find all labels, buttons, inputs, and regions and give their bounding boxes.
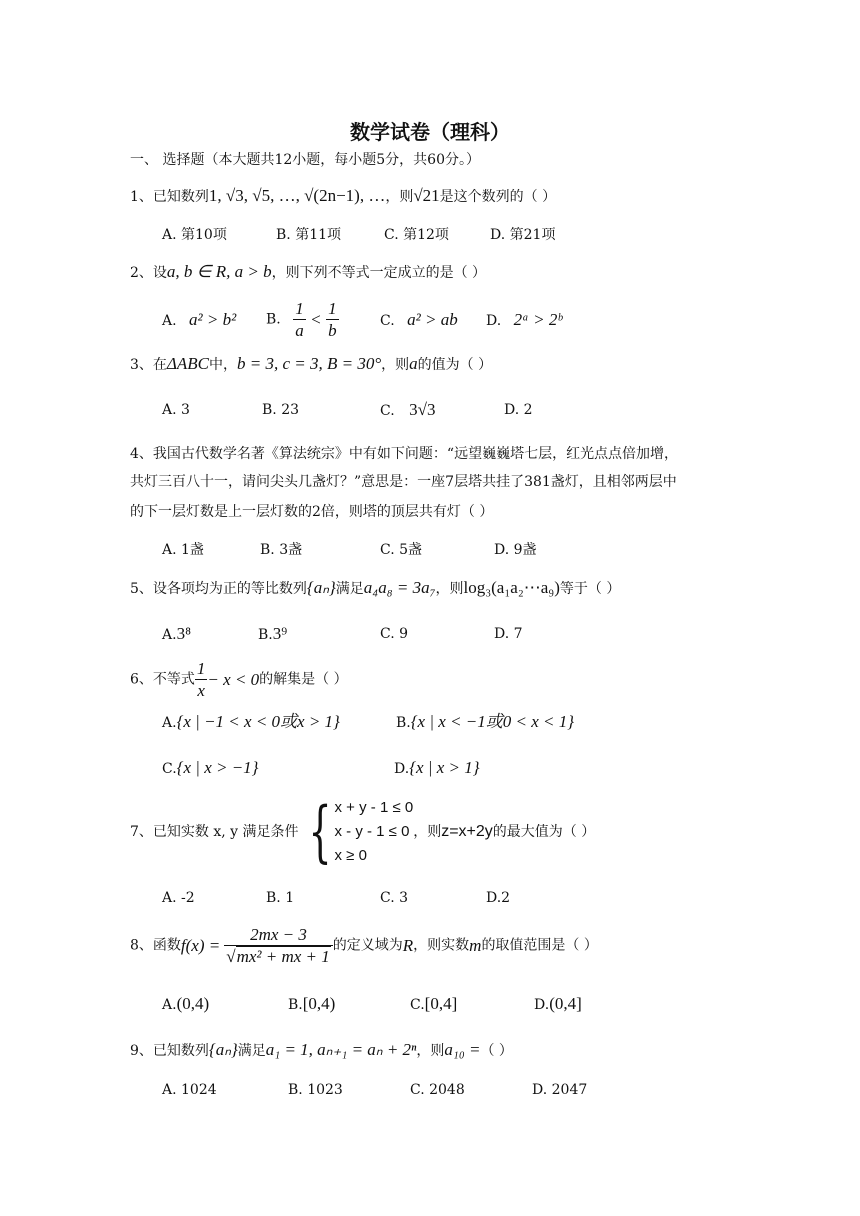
q5-option-d: D. 7 — [494, 626, 523, 642]
q2-condition: a, b ∈ R, a > b — [166, 262, 272, 281]
q7-constraint-rows — [335, 796, 414, 868]
q1-suffix: 是这个数列的（ ） — [439, 189, 557, 205]
question-7 — [130, 793, 596, 870]
q8-option-b-label: B. — [288, 997, 303, 1013]
q9-mid2: ，则 — [416, 1043, 445, 1059]
q3-option-a: A. 3 — [162, 402, 190, 418]
q2-option-a — [162, 310, 236, 331]
q2-option-a-value: a² > b² — [189, 310, 237, 329]
q7-mid: ，则 — [413, 824, 442, 840]
q3-option-c-value: 3√3 — [409, 400, 436, 419]
q8-mid: 的定义域为 — [332, 937, 403, 954]
q9-mid: 满足 — [237, 1043, 266, 1059]
fraction-numerator: 2mx − 3 — [224, 926, 333, 946]
q2-option-d-label: D. — [486, 313, 502, 329]
q2-option-c — [380, 310, 458, 331]
q8-option-d-label: D. — [534, 997, 550, 1013]
fraction-numerator: 1 — [196, 659, 206, 678]
q8-option-c — [410, 994, 457, 1015]
q5-sequence: {aₙ} — [306, 578, 336, 597]
q3-option-c — [380, 400, 435, 421]
fraction-numerator: 1 — [295, 299, 304, 318]
q9-option-a: A. 1024 — [162, 1082, 217, 1098]
q7-option-d: D.2 — [486, 890, 511, 906]
q4-option-a: A. 1盏 — [162, 542, 204, 558]
q9-condition: a₁ = 1, aₙ₊₁ = aₙ + 2ⁿ — [265, 1040, 417, 1059]
question-2 — [130, 262, 486, 283]
q3-triangle: ΔABC — [166, 354, 210, 373]
q7-constraint-1: x + y - 1 ≤ 0 — [334, 799, 414, 816]
q8-option-d-value: (0,4] — [549, 994, 582, 1013]
q6-option-d — [394, 758, 480, 779]
q2-option-b — [266, 300, 339, 339]
q6-option-b-label: B. — [396, 715, 411, 731]
q3-option-c-label: C. — [380, 403, 395, 419]
q8-option-b — [288, 994, 335, 1015]
q1-prefix: 1、已知数列 — [130, 189, 209, 205]
q1-option-d: D. 第21项 — [490, 227, 556, 243]
question-4-line-1: 4、我国古代数学名著《算法统宗》中有如下问题：“远望巍巍塔七层，红光点点倍加增， — [130, 446, 679, 462]
q7-suffix: 的最大值为（ ） — [492, 824, 596, 840]
q1-option-a: A. 第10项 — [162, 227, 227, 243]
q1-option-b: B. 第11项 — [276, 227, 342, 243]
q6-option-d-label: D. — [394, 761, 410, 777]
q8-function: f(x) = — [180, 936, 221, 955]
q6-rest: − x < 0 — [207, 670, 260, 689]
fraction-denominator: a — [295, 321, 304, 340]
q2-option-d-value: 2ᵃ > 2ᵇ — [513, 310, 562, 329]
q2-option-a-label: A. — [162, 313, 177, 329]
q6-option-a-label: A. — [162, 715, 177, 731]
q7-option-a: A. -2 — [162, 890, 195, 906]
sqrt-icon: √ — [226, 947, 236, 966]
q9-sequence: {aₙ} — [208, 1040, 238, 1059]
q5-mid2: ，则 — [435, 581, 464, 597]
q2-option-b-operator: < — [310, 310, 322, 329]
q7-constraint-2: x - y - 1 ≤ 0 — [334, 823, 410, 840]
q7-constraint-system — [299, 793, 414, 870]
q5-option-a-value: 3⁸ — [176, 624, 191, 643]
q8-option-a-label: A. — [162, 997, 177, 1013]
left-brace-icon: { — [307, 793, 332, 870]
q8-option-c-label: C. — [410, 997, 425, 1013]
q9-option-c: C. 2048 — [410, 1082, 465, 1098]
question-1 — [130, 186, 556, 207]
q5-option-c: C. 9 — [380, 626, 409, 642]
q5-option-b-value: 3⁹ — [272, 624, 288, 643]
q9-option-b: B. 1023 — [288, 1082, 343, 1098]
q3-option-b: B. 23 — [262, 402, 300, 418]
q8-variable: m — [469, 936, 482, 955]
q3-variable: a — [409, 354, 418, 373]
q6-suffix: 的解集是（ ） — [259, 671, 348, 688]
question-8 — [130, 926, 598, 965]
q5-expression: log₃(a₁a₂⋯a₉) — [463, 578, 560, 597]
question-6 — [130, 660, 348, 699]
q9-suffix: （ ） — [480, 1043, 513, 1059]
question-4-line-2: 共灯三百八十一，请问尖头几盏灯？”意思是：一座7层塔共挂了381盏灯，且相邻两层中 — [130, 474, 677, 490]
q6-option-c-label: C. — [162, 761, 177, 777]
q2-option-c-value: a² > ab — [407, 310, 458, 329]
q6-option-c — [162, 758, 258, 779]
q7-expression: z=x+2y — [441, 823, 493, 840]
q8-denominator-radicand: mx² + mx + 1 — [236, 947, 330, 966]
q6-prefix: 6、不等式 — [130, 671, 195, 688]
q6-option-b — [396, 712, 574, 733]
q9-option-d: D. 2047 — [532, 1082, 588, 1098]
section-heading: 一、 选择题（本大题共12小题，每小题5分，共60分。） — [130, 152, 480, 168]
q3-mid2: ，则 — [381, 357, 410, 373]
q1-option-c: C. 第12项 — [384, 227, 449, 243]
q6-option-a-value: {x | −1 < x < 0或x > 1} — [176, 712, 340, 731]
q9-target: a₁₀ = — [444, 1040, 481, 1059]
q5-option-b — [258, 624, 287, 645]
question-3 — [130, 354, 492, 375]
q3-condition: b = 3, c = 3, B = 30° — [237, 354, 382, 373]
q8-option-d — [534, 994, 582, 1015]
q3-suffix: 的值为（ ） — [417, 357, 493, 373]
q8-prefix: 8、函数 — [130, 937, 181, 954]
q5-suffix: 等于（ ） — [559, 581, 621, 597]
q5-condition: a₄a₈ = 3a₇ — [363, 578, 436, 597]
q2-prefix: 2、设 — [130, 265, 167, 281]
q8-suffix: 的取值范围是（ ） — [481, 937, 598, 954]
q1-sequence: 1, √3, √5, …, √(2n−1), … — [208, 186, 386, 205]
question-9 — [130, 1040, 513, 1061]
question-5 — [130, 578, 620, 599]
q7-option-b: B. 1 — [266, 890, 295, 906]
q6-fraction — [195, 660, 208, 699]
q2-option-d — [486, 310, 562, 331]
q8-fraction — [224, 926, 333, 965]
q5-prefix: 5、设各项均为正的等比数列 — [130, 581, 307, 597]
q6-option-a — [162, 712, 340, 733]
q4-option-d: D. 9盏 — [494, 542, 537, 558]
q6-option-b-value: {x | x < −1或0 < x < 1} — [410, 712, 575, 731]
q1-mid: ，则 — [385, 189, 414, 205]
q8-option-a-value: (0,4) — [176, 994, 210, 1013]
q2-option-b-label: B. — [266, 311, 281, 328]
q8-option-c-value: [0,4] — [424, 994, 458, 1013]
q3-option-d: D. 2 — [504, 402, 533, 418]
q2-option-c-label: C. — [380, 313, 395, 329]
q4-option-b: B. 3盏 — [260, 542, 303, 558]
q3-prefix: 3、在 — [130, 357, 167, 373]
q5-option-a-label: A. — [162, 627, 177, 643]
q8-mid2: ，则实数 — [413, 937, 470, 954]
q7-constraint-3: x ≥ 0 — [334, 847, 367, 864]
question-4-line-3: 的下一层灯数是上一层灯数的2倍，则塔的顶层共有灯（ ） — [130, 504, 494, 520]
q6-option-c-value: {x | x > −1} — [176, 758, 259, 777]
q1-target: √21 — [413, 186, 440, 205]
q7-prefix: 7、已知实数 x, y 满足条件 — [130, 824, 299, 840]
q5-mid: 满足 — [335, 581, 364, 597]
q2-option-b-right-fraction — [326, 300, 339, 339]
q8-domain: R — [402, 936, 414, 955]
q5-option-b-label: B. — [258, 627, 273, 643]
fraction-numerator: 1 — [328, 299, 337, 318]
q6-option-d-value: {x | x > 1} — [409, 758, 480, 777]
q3-mid: 中， — [209, 357, 238, 373]
fraction-denominator — [224, 946, 333, 965]
q8-option-b-value: [0,4) — [302, 994, 336, 1013]
q9-prefix: 9、已知数列 — [130, 1043, 209, 1059]
q2-option-b-left-fraction — [293, 300, 306, 339]
fraction-denominator: x — [197, 681, 205, 700]
q5-option-a — [162, 624, 191, 645]
fraction-denominator: b — [328, 321, 337, 340]
q2-suffix: ，则下列不等式一定成立的是（ ） — [271, 265, 487, 281]
page-title: 数学试卷（理科） — [350, 120, 510, 144]
q7-option-c: C. 3 — [380, 890, 409, 906]
q8-option-a — [162, 994, 209, 1015]
q4-option-c: C. 5盏 — [380, 542, 423, 558]
